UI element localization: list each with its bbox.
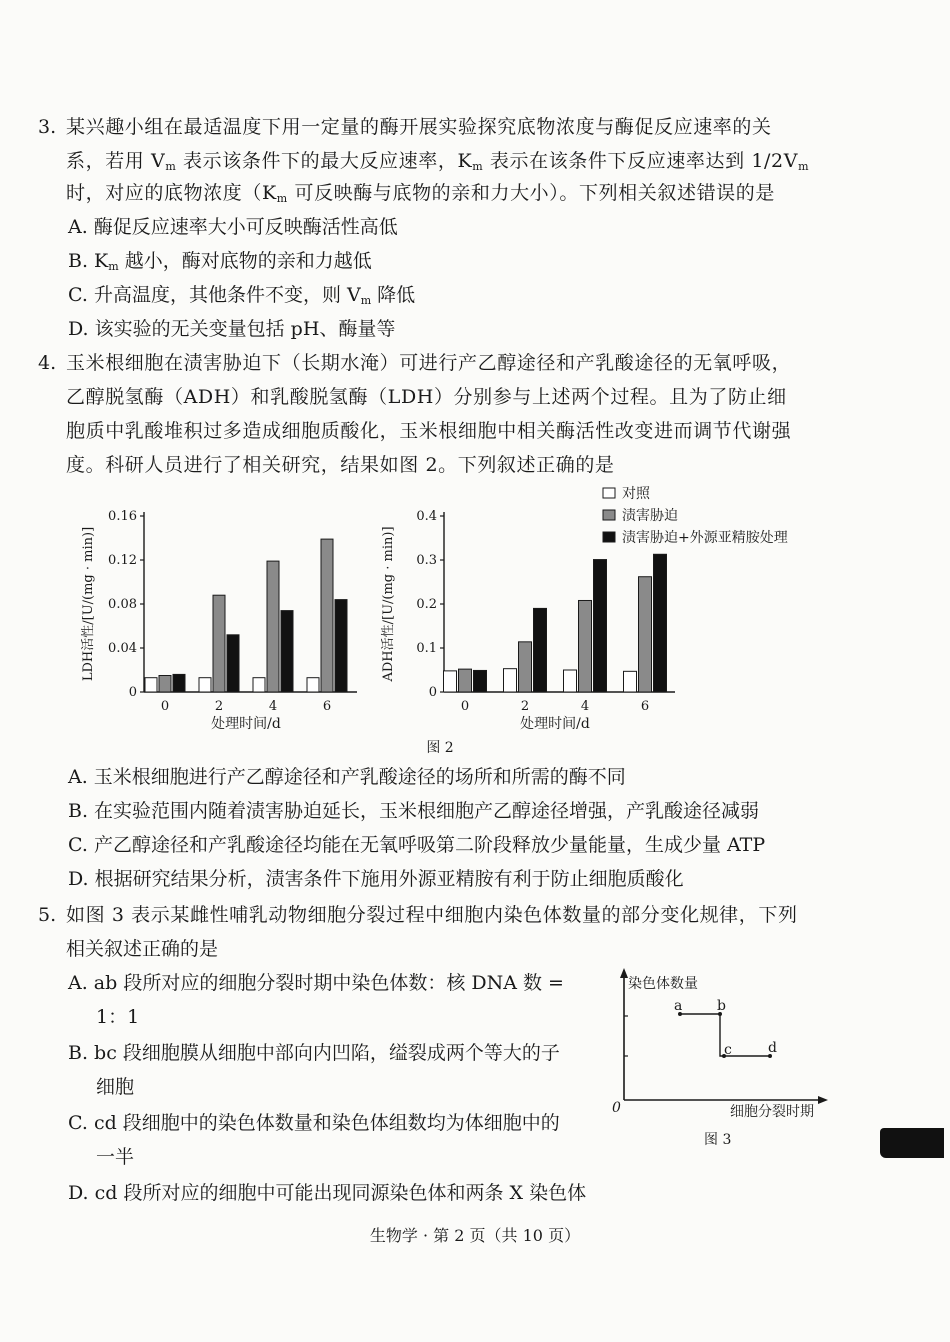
q3-stem-line1: 某兴趣小组在最适温度下用一定量的酶开展实验探究底物浓度与酶促反应速率的关 [66,116,772,138]
q5-number: 5. [38,904,57,926]
fig3-caption: 图 3 [704,1132,732,1148]
q3-option-c: C. 升高温度，其他条件不变，则 $V_m$ 降低 [68,284,416,307]
chart1-ytick-label: 0.12 [108,553,137,568]
chart2-bar [459,669,472,692]
q4-option-b: B. 在实验范围内随着渍害胁迫延长，玉米根细胞产乙醇途径增强，产乳酸途径减弱 [68,800,760,822]
q3-option-d: D. 该实验的无关变量包括 pH、酶量等 [68,318,396,340]
q5-option-a-line2: 1：1 [96,1006,140,1028]
q3-stem-line2: 系，若用 $V_m$ 表示该条件下的最大反应速率，$K_m$ 表示在该条件下反应速率达到 $1/2V_m$ [66,150,810,173]
fig3-label-d: d [768,1040,777,1056]
q5-option-a-line1: A. ab 段所对应的细胞分裂时期中染色体数：核 DNA 数 = [68,972,564,994]
chart2-bar [654,554,667,692]
fig3-origin: 0 [612,1100,621,1116]
chart2-bar [624,671,637,692]
q4-option-a: A. 玉米根细胞进行产乙醇途径和产乳酸途径的场所和所需的酶不同 [68,766,626,788]
q3-stem-line3: 时，对应的底物浓度（$K_m$ 可反映酶与底物的亲和力大小）。下列相关叙述错误的是 [66,182,775,205]
chart2-xtick-label: 2 [520,699,530,714]
q4-option-c: C. 产乙醇途径和产乳酸途径均能在无氧呼吸第二阶段释放少量能量，生成少量 ATP [68,834,766,856]
q5-stem-line1: 如图 3 表示某雌性哺乳动物细胞分裂过程中细胞内染色体数量的部分变化规律，下列 [66,904,798,926]
chart1-ytick-label: 0.16 [108,509,137,524]
fig3-label-a: a [674,998,683,1014]
chart1-bar [335,600,347,692]
chart1-bar [145,678,157,692]
chart2-bar [639,577,652,692]
chart2-bar [579,600,592,692]
chart1-xlabel: 处理时间/d [211,716,281,732]
chart2-ytick-label: 0.1 [416,641,437,656]
legend-swatch [603,510,615,520]
chart1-bar [213,595,225,692]
q4-stem-line3: 胞质中乳酸堆积过多造成细胞质酸化，玉米根细胞中相关酶活性改变进而调节代谢强 [66,420,792,442]
chart1-bar [267,561,279,692]
q5-option-d: D. cd 段所对应的细胞中可能出现同源染色体和两条 X 染色体 [68,1182,587,1204]
chart1-bar [199,678,211,692]
chart2-ytick-label: 0 [428,685,437,700]
legend-swatch [603,488,615,498]
chart1-bar [281,611,293,692]
legend-swatch [603,532,615,542]
chart2-bar [594,560,607,692]
q3-option-a: A. 酶促反应速率大小可反映酶活性高低 [68,216,398,238]
chart1-bar [321,539,333,692]
chart2-bar [444,671,457,692]
chart2-ytick-label: 0.2 [416,597,437,612]
chart1-xtick-label: 0 [160,699,170,714]
page-footer: 生物学 · 第 2 页（共 10 页） [369,1226,581,1245]
q5-option-c-line2: 一半 [96,1146,135,1168]
figure-2-caption: 图 2 [426,740,454,756]
chart1-ytick-label: 0.08 [108,597,137,612]
chart2-bar [519,642,532,692]
chart1-ytick-label: 0 [128,685,137,700]
chart2-bar [474,670,487,692]
chart1-bar [159,676,171,693]
legend-label: 对照 [622,486,650,502]
chart2-bar [504,669,517,692]
scan-blot [880,1128,944,1158]
chart1-xtick-label: 4 [268,699,278,714]
chart2-xtick-label: 4 [580,699,590,714]
chart2-ytick-label: 0.3 [416,553,437,568]
q5-option-b-line1: B. bc 段细胞膜从细胞中部向内凹陷，缢裂成两个等大的子 [68,1042,560,1064]
chart1-ylabel: LDH活性/[U/(mg · min)] [81,526,96,682]
fig3-x-arrow [818,1096,828,1104]
chart2-xlabel: 处理时间/d [520,716,590,732]
q4-stem-line2: 乙醇脱氢酶（ADH）和乳酸脱氢酶（LDH）分别参与上述两个过程。且为了防止细 [66,386,787,408]
chart2-xtick-label: 6 [640,699,650,714]
legend-label: 渍害胁迫 [622,508,678,524]
q3-number: 3. [38,116,57,138]
chart2-ylabel: ADH活性/[U/(mg · min)] [381,526,396,682]
chart1-bar [173,674,185,692]
chart1-xtick-label: 6 [322,699,332,714]
figure-3 [600,966,840,1152]
q5-option-c-line1: C. cd 段细胞中的染色体数量和染色体组数均为体细胞中的 [68,1112,560,1134]
chart1-bar [253,678,265,692]
chart1-bar [307,678,319,692]
chart2-ytick-label: 0.4 [416,509,437,524]
q5-stem-line2: 相关叙述正确的是 [66,938,219,960]
chart2-bar [564,670,577,692]
chart1-ytick-label: 0.04 [108,641,137,656]
fig3-ylabel: 染色体数量 [628,976,698,992]
fig3-xlabel: 细胞分裂时期 [730,1104,814,1120]
chart2-bar [534,608,547,692]
q5-option-b-line2: 细胞 [96,1076,135,1098]
q4-option-d: D. 根据研究结果分析，渍害条件下施用外源亚精胺有利于防止细胞质酸化 [68,868,684,890]
q4-stem-line1: 玉米根细胞在渍害胁迫下（长期水淹）可进行产乙醇途径和产乳酸途径的无氧呼吸， [66,352,792,374]
chart1-xtick-label: 2 [214,699,224,714]
q4-stem-line4: 度。科研人员进行了相关研究，结果如图 2。下列叙述正确的是 [66,454,615,476]
figure-2 [60,478,880,763]
fig3-label-c: c [724,1042,732,1058]
legend-label: 渍害胁迫+外源亚精胺处理 [622,530,788,546]
fig3-y-arrow [620,968,628,978]
chart1-bar [227,635,239,692]
q4-number: 4. [38,352,57,374]
fig3-label-b: b [717,998,726,1014]
q3-option-b: B. $K_m$ 越小，酶对底物的亲和力越低 [68,250,372,273]
chart2-xtick-label: 0 [460,699,470,714]
